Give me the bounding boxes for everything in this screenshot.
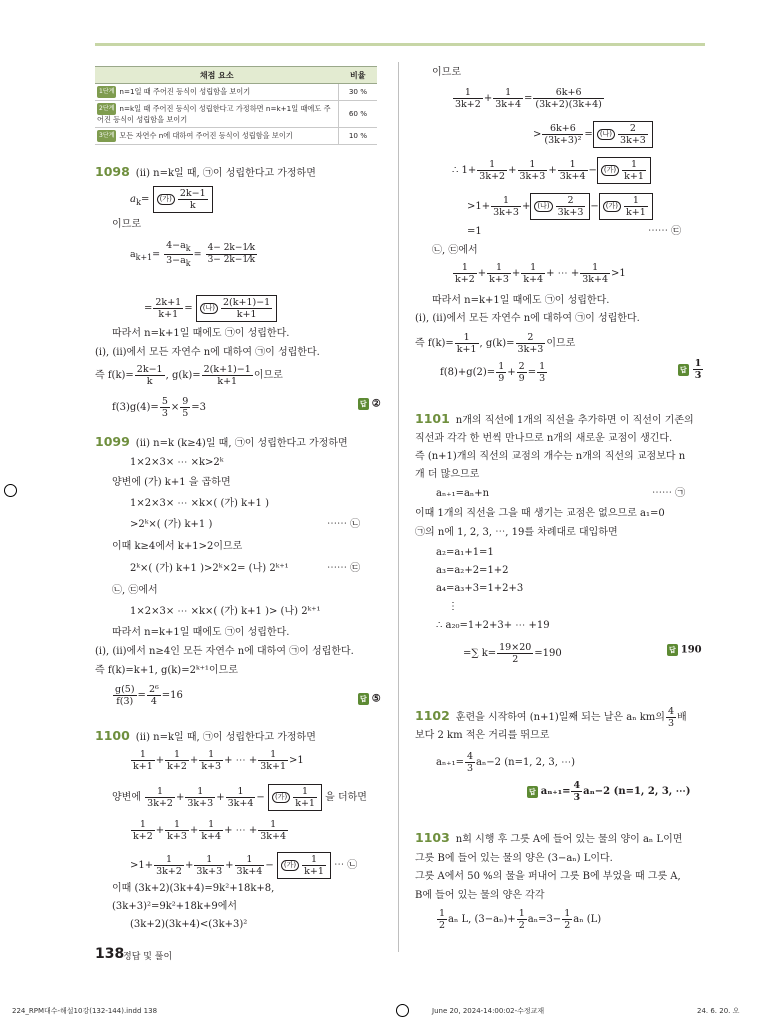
right-then: 따라서 n=k+1일 때에도 ㉠이 성립한다. bbox=[432, 295, 610, 306]
page-number: 138 bbox=[95, 946, 125, 962]
p1100-ineq: >1+ $\frac{1}{3k+2}$ + $\frac{1}{3k+3}$ + $\frac{1}{3k+4}$ − (가) $\frac{1}{k+1}$ ⋯ ㉡ bbox=[130, 854, 358, 877]
p1101-l6: 이때 1개의 직선을 그을 때 생기는 교점은 없으므로 a₁=0 bbox=[415, 508, 665, 519]
p1101-l12: ∴ a₂₀=1+2+3+ ⋯ +19 bbox=[436, 620, 550, 631]
p1103-l5: $\frac{1}{2}$ aₙ L, (3−aₙ)+ $\frac{1}{2}$ aₙ=3− $\frac{1}{2}$ aₙ (L) bbox=[439, 908, 602, 931]
step-badge: 1단계 bbox=[97, 86, 116, 98]
step-text: n=1일 때 주어진 등식이 성립함을 보이기 bbox=[119, 87, 251, 96]
top-rule bbox=[95, 43, 705, 46]
slug-file: 224_RPM대수-해설10강(132-144).indd 138 bbox=[12, 1007, 158, 1015]
column-divider bbox=[398, 62, 399, 952]
p1100-l8: (3k+3)²=9k²+18k+9에서 bbox=[112, 901, 238, 912]
right-f8: f(8)+g(2)= $\frac{1}{9}$ + $\frac{2}{9}$ = $\frac{1}{3}$ bbox=[440, 361, 546, 384]
p1100-l7: 이때 (3k+2)(3k+4)=9k²+18k+8, bbox=[112, 883, 275, 894]
step-text: 모든 자연수 n에 대하여 주어진 등식이 성립함을 보이기 bbox=[119, 131, 293, 140]
p1099-l2: 1×2×3× ⋯ ×k>2ᵏ bbox=[130, 457, 224, 468]
right-sum: $\frac{1}{k+2}$ + $\frac{1}{k+3}$ + $\frac{1}{k+4}$ + ⋯ + $\frac{1}{3k+4}$ >1 bbox=[455, 262, 626, 285]
p1098-line3: 따라서 n=k+1일 때에도 ㉠이 성립한다. bbox=[112, 328, 290, 339]
registration-mark-icon bbox=[4, 484, 17, 497]
registration-mark-icon bbox=[396, 1004, 409, 1017]
p1098-answer: 답 ② bbox=[360, 398, 381, 410]
step-pct: 30 % bbox=[339, 84, 378, 101]
p1103-l3: 그릇 A에서 50 %의 물을 퍼내어 그릇 B에 부었을 때 그릇 A, bbox=[415, 871, 681, 882]
p1101-answer: 답 190 bbox=[669, 644, 702, 656]
p1098-line5: 즉 f(k)= $\frac{2k-1}{k}$ , g(k)= $\frac{2(k+1)-1}{k+1}$ 이므로 bbox=[95, 364, 283, 387]
p1103-l2: 그릇 B에 들어 있는 물의 양은 (3−aₙ) L이다. bbox=[415, 853, 613, 864]
p1099-tag-c: ⋯⋯ ㉢ bbox=[327, 563, 361, 574]
right-fk: 즉 f(k)= $\frac{1}{k+1}$ , g(k)= $\frac{2}{3k+3}$ 이므로 bbox=[415, 332, 576, 355]
p1099-l4: 1×2×3× ⋯ ×k×( (가) k+1 ) bbox=[130, 498, 270, 509]
p1099-l9: 1×2×3× ⋯ ×k×( (가) k+1 )> (나) 2ᵏ⁺¹ bbox=[130, 606, 321, 617]
right-eq2: > $\frac{6k+6}{\text{(3k+3)²}}$ = (나) $\frac{2}{3k+3}$ bbox=[533, 121, 653, 148]
p1102-l3: aₙ₊₁= $\frac{4}{3}$ aₙ−2 (n=1, 2, 3, ⋯) bbox=[436, 751, 576, 774]
p1101-tag: ⋯⋯ ㉠ bbox=[652, 488, 686, 499]
p1102-l2: 보다 2 km 적은 거리를 뛰므로 bbox=[415, 730, 550, 741]
right-eq5: =1 bbox=[467, 226, 482, 237]
p1099-l12: 즉 f(k)=k+1, g(k)=2ᵏ⁺¹이므로 bbox=[95, 665, 238, 676]
p1098-ak: $a_k=$ (가) $\frac{2k-1}{k}$ bbox=[130, 186, 213, 213]
problem-number: 1100 bbox=[95, 728, 130, 743]
p1099-l13: $\frac{g(5)}{f(3)}$ = $\frac{\text{2⁶}}{4}$ =16 bbox=[115, 684, 183, 707]
right-eq4: >1+ $\frac{1}{3k+3}$ + (나) $\frac{2}{3k+3}$ − (가) $\frac{1}{k+1}$ bbox=[467, 193, 653, 220]
p1099-l5: >2ᵏ×( (가) k+1 ) bbox=[130, 519, 213, 530]
step-pct: 10 % bbox=[339, 128, 378, 145]
table-row bbox=[95, 101, 377, 128]
p1099-l3: 양변에 (가) k+1 을 곱하면 bbox=[112, 477, 231, 488]
problem-1100-intro: 1100 (ii) n=k일 때, ㉠이 성립한다고 가정하면 bbox=[95, 728, 316, 743]
p1100-answer: 답 $\frac{1}{3}$ bbox=[680, 358, 702, 381]
p1101-l2: 직선과 각각 한 번씩 만나므로 n개의 새로운 교점이 생긴다. bbox=[415, 433, 673, 444]
right-tag-c: ⋯⋯ ㉢ bbox=[648, 226, 682, 237]
grading-header-item: 채점 요소 bbox=[95, 67, 339, 84]
step-pct: 60 % bbox=[339, 101, 378, 128]
p1098-recurrence: $a_{k+1}=$ $\frac{4-a_k}{3-a_k}$ = $\frac{4- 2k-1⁄k}{3- 2k-1⁄k}$ bbox=[130, 240, 256, 268]
problem-number: 1103 bbox=[415, 830, 450, 845]
p1098-imeuro: 이므로 bbox=[112, 219, 141, 230]
p1101-l5: aₙ₊₁=aₙ+n bbox=[436, 488, 490, 499]
problem-number: 1098 bbox=[95, 164, 130, 179]
step-badge: 3단계 bbox=[97, 130, 116, 142]
right-all: (i), (ii)에서 모든 자연수 n에 대하여 ㉠이 성립한다. bbox=[415, 313, 640, 324]
problem-number: 1102 bbox=[415, 708, 450, 723]
p1101-l11: ⋮ bbox=[448, 601, 458, 612]
table-row bbox=[95, 84, 377, 101]
p1101-l10: a₄=a₃+3=1+2+3 bbox=[436, 583, 524, 594]
p1100-sum2: $\frac{1}{k+2}$ + $\frac{1}{k+3}$ + $\frac{1}{k+4}$ + ⋯ + $\frac{1}{3k+4}$ bbox=[133, 819, 287, 842]
table-row bbox=[95, 128, 377, 145]
p1103-l4: B에 들어 있는 물의 양은 각각 bbox=[415, 890, 545, 901]
p1101-l8: a₂=a₁+1=1 bbox=[436, 547, 494, 558]
right-eq3: ∴ 1+ $\frac{1}{3k+2}$ + $\frac{1}{3k+3}$ + $\frac{1}{3k+4}$ − (가) $\frac{1}{k+1}$ bbox=[452, 157, 651, 184]
step-text: n=k일 때 주어진 등식이 성립한다고 가정하면 n=k+1일 때에도 주어진 등식이 성립함을 보이기 bbox=[97, 104, 331, 124]
p1101-l7: ㉠의 n에 1, 2, 3, ⋯, 19를 차례대로 대입하면 bbox=[415, 527, 618, 538]
p1099-l11: (i), (ii)에서 n≥4인 모든 자연수 n에 대하여 ㉠이 성립한다. bbox=[95, 646, 354, 657]
right-imeuro: 이므로 bbox=[432, 67, 461, 78]
problem-number: 1099 bbox=[95, 434, 130, 449]
p1100-sum: $\frac{1}{k+1}$ + $\frac{1}{k+2}$ + $\frac{1}{k+3}$ + ⋯ + $\frac{1}{3k+1}$ >1 bbox=[133, 749, 304, 772]
slug-short-date: 24. 6. 20. 오 bbox=[697, 1007, 740, 1015]
p1101-l13: =∑ k= $\frac{19\times 20}{2}$ =190 bbox=[463, 642, 562, 665]
p1099-l8: ㉡, ㉢에서 bbox=[112, 585, 158, 596]
page-label: 정답 및 풀이 bbox=[123, 952, 173, 962]
right-eq1: $\frac{1}{3k+2}$ + $\frac{1}{3k+4}$ = $\frac{6k+6}{(3k+2)(3k+4)}$ bbox=[455, 87, 602, 110]
p1098-line4: (i), (ii)에서 모든 자연수 n에 대하여 ㉠이 성립한다. bbox=[95, 347, 320, 358]
problem-1101-intro: 1101 n개의 직선에 1개의 직선을 추가하면 이 직선이 기존의 bbox=[415, 411, 694, 426]
p1098-step2: = $\frac{2k+1}{k+1}$ = (나) $\frac{2(k+1)-1}{k+1}$ bbox=[144, 295, 277, 322]
problem-1103-intro: 1103 n회 시행 후 그릇 A에 들어 있는 물의 양이 aₙ L이면 bbox=[415, 830, 683, 845]
p1100-l9: (3k+2)(3k+4)<(3k+3)² bbox=[130, 919, 248, 930]
problem-1102-intro: 1102 훈련을 시작하여 (n+1)일째 되는 날은 aₙ km의 $\frac{4}{3}$ 배 bbox=[415, 706, 687, 729]
p1099-l6: 이때 k≥4에서 k+1>2이므로 bbox=[112, 541, 243, 552]
p1101-l9: a₃=a₂+2=1+2 bbox=[436, 565, 509, 576]
p1099-l10: 따라서 n=k+1일 때에도 ㉠이 성립한다. bbox=[112, 627, 290, 638]
problem-number: 1101 bbox=[415, 411, 450, 426]
slug-date: June 20, 2024-14:00:02-수정교재 bbox=[432, 1007, 545, 1015]
p1101-l4: 개 더 많으므로 bbox=[415, 469, 480, 480]
p1102-answer: 답 aₙ₊₁= $\frac{4}{3}$ aₙ−2 (n=1, 2, 3, ⋯) bbox=[529, 780, 691, 803]
p1101-l3: 즉 (n+1)개의 직선의 교점의 개수는 n개의 직선의 교점보다 n bbox=[415, 451, 686, 462]
p1100-add: 양변에 $\frac{1}{3k+2}$ + $\frac{1}{3k+3}$ + $\frac{1}{3k+4}$ − (가) $\frac{1}{k+1}$ 을 더하면 bbox=[112, 786, 367, 809]
step-badge: 2단계 bbox=[97, 103, 116, 115]
grading-header-pct: 비율 bbox=[339, 67, 378, 84]
p1098-line6: f(3)g(4)= $\frac{5}{3}$ × $\frac{9}{5}$ =3 bbox=[112, 396, 207, 419]
right-from: ㉡, ㉢에서 bbox=[432, 245, 478, 256]
p1099-tag-b: ⋯⋯ ㉡ bbox=[327, 519, 361, 530]
problem-1099-intro: 1099 (ii) n=k (k≥4)일 때, ㉠이 성립한다고 가정하면 bbox=[95, 434, 348, 449]
p1099-l7: 2ᵏ×( (가) k+1 )>2ᵏ×2= (나) 2ᵏ⁺¹ bbox=[130, 563, 289, 574]
grading-table bbox=[95, 66, 377, 145]
problem-1098-intro: 1098 (ii) n=k일 때, ㉠이 성립한다고 가정하면 bbox=[95, 164, 316, 179]
p1099-answer: 답 ⑤ bbox=[360, 693, 381, 705]
